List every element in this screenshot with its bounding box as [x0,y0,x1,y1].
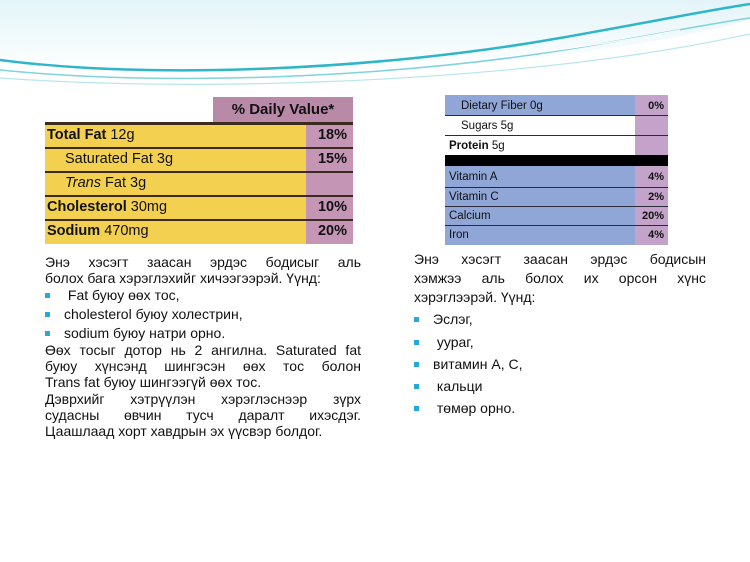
nutrition-table-fats [45,97,353,244]
row-calcium: Calcium 20% [449,210,664,222]
bullet-square-icon [414,317,419,322]
bullet-square-icon [414,340,419,345]
bullet-square-icon [45,293,50,298]
row-trans-fat: Trans Fat 3g [65,175,147,191]
nutrition-table-nutrients [445,95,668,245]
right-bullet-3: витамин А, С, [414,356,522,372]
left-paragraph-2: Дэврхийг хэтрүүлэн хэрэглэснээр зүрх судасны өвчин тусч даралт ихэсдэг. Цаашлаад хорт хавдрын эх үүсвэр болдог. [45,391,361,439]
row-dietary-fiber: Dietary Fiber 0g 0% [461,100,664,112]
left-bullet-3: sodium буюу натри орно. [45,325,225,341]
bullet-square-icon [414,406,419,411]
bullet-square-icon [414,362,419,367]
header-wave-decoration [0,0,750,110]
right-bullet-2: уураг, [414,334,474,350]
row-sugars: Sugars 5g [461,120,514,132]
left-bullet-1: Fat буюу өөх тос, [45,287,180,303]
row-iron: Iron 4% [449,229,664,241]
left-bullet-2: cholesterol буюу холестрин, [45,306,243,322]
bullet-square-icon [45,312,50,317]
right-bullet-4: кальци [414,378,482,394]
thick-divider [445,155,668,166]
right-bullet-1: Эслэг, [414,311,473,327]
row-total-fat: Total Fat 12g 18% [47,127,347,143]
row-protein: Protein 5g [449,140,505,152]
row-saturated-fat: Saturated Fat 3g 15% [65,151,347,167]
left-paragraph-1: Өөх тосыг дотор нь 2 ангилна. Saturated fat буюу хүнсэнд шингэсэн өөх тос болон Trans fat буюу шингээгүй өөх тос. [45,342,361,390]
daily-value-header: % Daily Value* [213,97,353,122]
right-intro: Энэ хэсэгт заасан эрдэс бодисын хэмжээ аль болох их орсон хүнс хэрэглээрэй. Үүнд: [414,251,706,305]
row-vitamin-c: Vitamin C 2% [449,191,664,203]
bullet-square-icon [45,331,50,336]
row-cholesterol: Cholesterol 30mg 10% [47,199,347,215]
left-intro: Энэ хэсэгт заасан эрдэс бодисыг аль болох бага хэрэглэхийг хичээгээрэй. Үүнд: [45,254,361,286]
right-bullet-5: төмөр орно. [414,400,515,416]
bullet-square-icon [414,384,419,389]
row-sodium: Sodium 470mg 20% [47,223,347,239]
row-vitamin-a: Vitamin A 4% [449,171,664,183]
